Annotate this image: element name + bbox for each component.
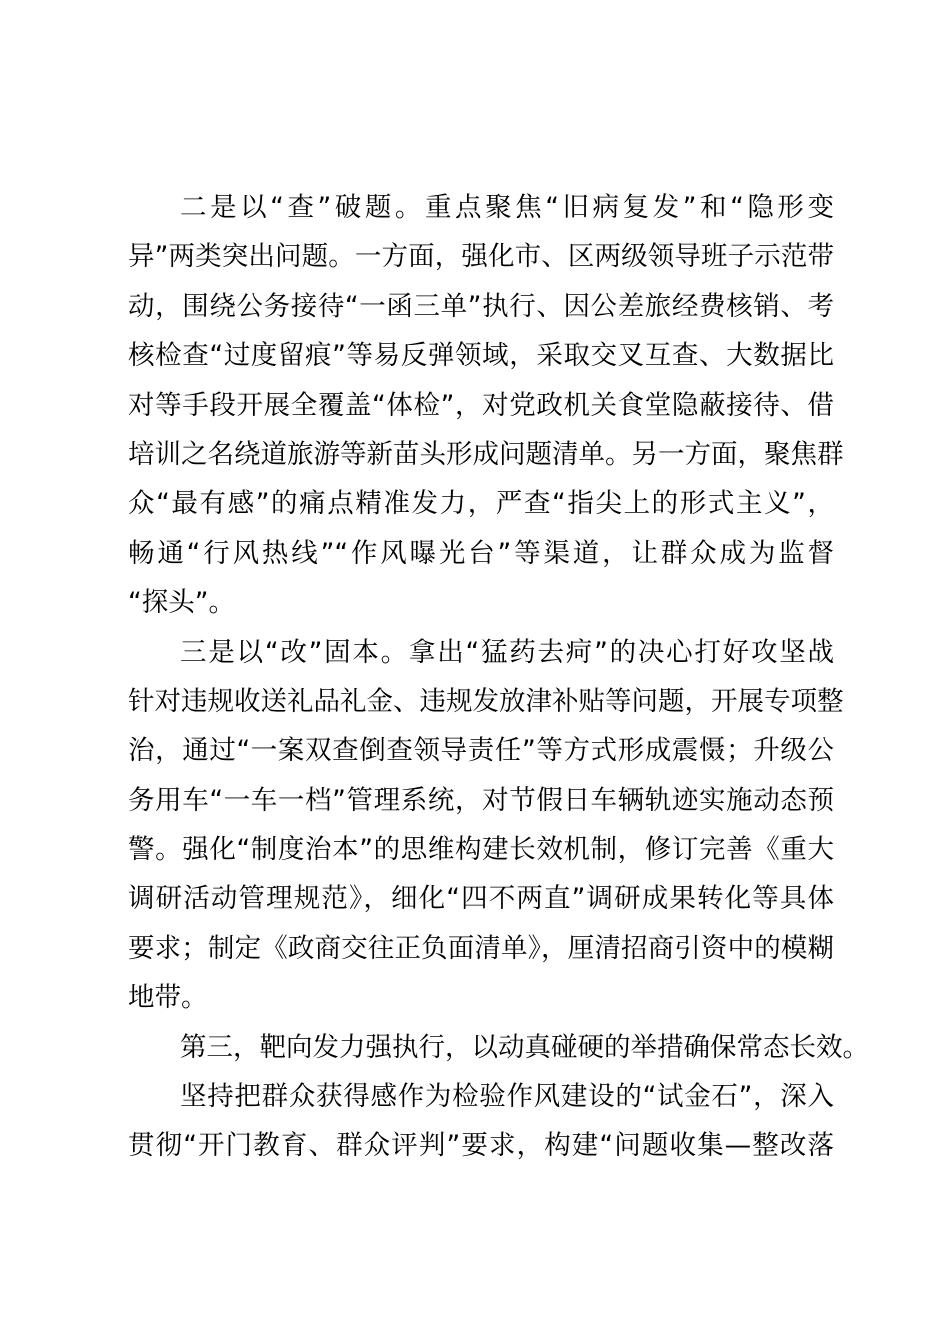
text-line: 三是以“改”固本。拿出“猛药去疴”的决心打好攻坚战 — [180, 636, 834, 668]
text-line: 务用车“一车一档”管理系统，对节假日车辆轨迹实施动态预 — [128, 784, 834, 816]
text-line: 贯彻“开门教育、群众评判”要求，构建“问题收集—整改落 — [128, 1130, 834, 1162]
paragraph-jianchi — [128, 1072, 834, 1171]
section-heading-third — [128, 1023, 869, 1072]
text-line: 调研活动管理规范》，细化“四不两直”调研成果转化等具体 — [128, 883, 834, 915]
text-line: 二是以“查”破题。重点聚焦“旧病复发”和“隐形变 — [180, 192, 834, 223]
text-line: 畅通“行风热线”“作风曝光台”等渠道，让群众成为监督 — [128, 537, 834, 569]
text-line: 动，围绕公务接待“一函三单”执行、因公差旅经费核销、考 — [128, 290, 834, 322]
text-line: 众“最有感”的痛点精准发力，严查“指尖上的形式主义”， — [128, 488, 834, 520]
text-line: 地带。 — [128, 982, 208, 1014]
document-body — [128, 183, 869, 1171]
text-line: 培训之名绕道旅游等新苗头形成问题清单。另一方面，聚焦群 — [128, 438, 844, 470]
text-line: 警。强化“制度治本”的思维构建长效机制，修订完善《重大 — [128, 834, 834, 866]
text-line: “探头”。 — [128, 587, 235, 619]
text-line: 第三，靶向发力强执行，以动真碰硬的举措确保常态长效。 — [180, 1031, 869, 1063]
text-line: 坚持把群众获得感作为检验作风建设的“试金石”，深入 — [180, 1081, 834, 1113]
text-line: 对等手段开展全覆盖“体检”，对党政机关食堂隐蔽接待、借 — [128, 389, 834, 421]
text-line: 要求；制定《政商交往正负面清单》，厘清招商引资中的模糊 — [128, 932, 834, 964]
text-line: 治，通过“一案双查倒查领导责任”等方式形成震慑；升级公 — [128, 735, 834, 767]
text-line: 针对违规收送礼品礼金、违规发放津补贴等问题，开展专项整 — [128, 685, 844, 717]
text-line: 核检查“过度留痕”等易反弹领域，采取交叉互查、大数据比 — [128, 340, 834, 372]
paragraph-san-gai — [128, 628, 844, 1023]
paragraph-erj-cha — [128, 183, 844, 628]
text-line: 异”两类突出问题。一方面，强化市、区两级领导班子示范带 — [128, 241, 834, 273]
